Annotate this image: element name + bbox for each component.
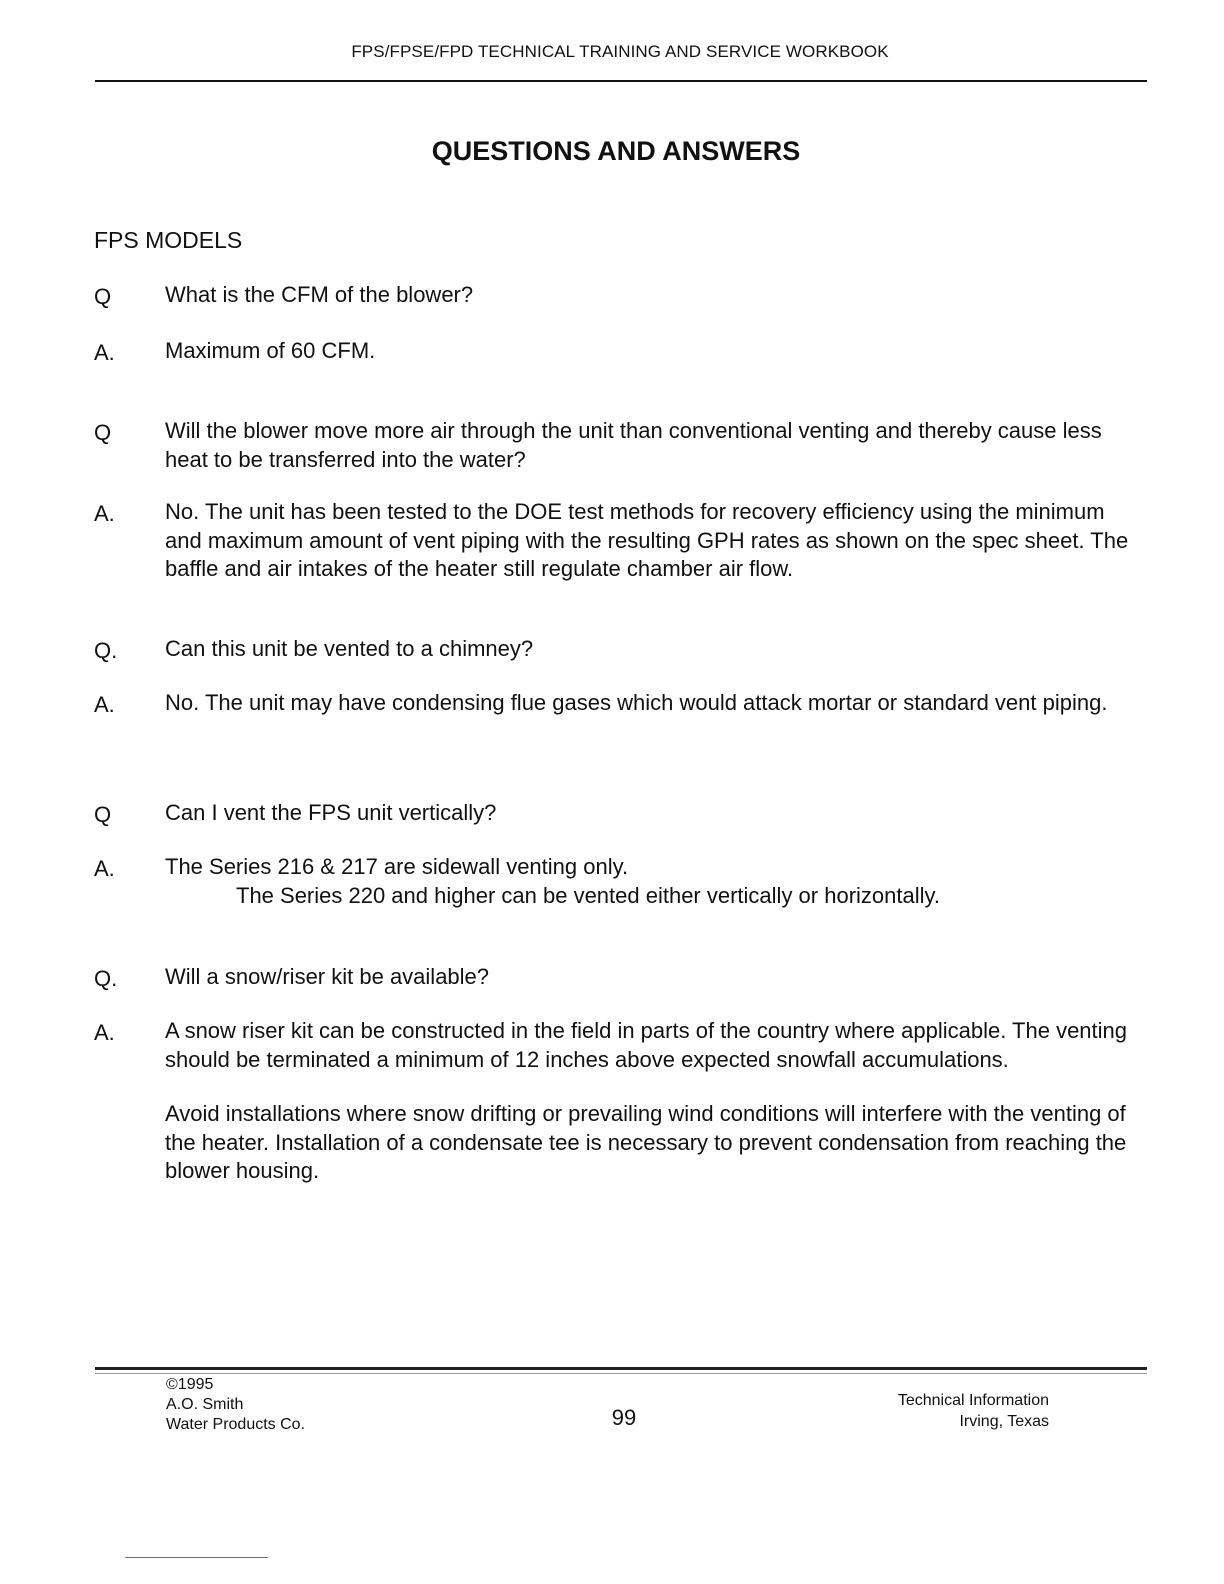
footer-location: Irving, Texas (959, 1413, 1049, 1430)
page-number: 99 (611, 1405, 637, 1430)
answer-text-paragraph-2: Avoid installations where snow drifting or prevailing wind conditions will interfere with the venting of the heater. Installation of a condensate tee is necessary to prevent condensation from reaching the blower housing. (165, 1101, 1127, 1183)
answer-2 (94, 498, 1144, 584)
running-header: FPS/FPSE/FPD TECHNICAL TRAINING AND SERVICE WORKBOOK (351, 42, 889, 61)
footer-rule-secondary (95, 1373, 1147, 1374)
answer-text: Maximum of 60 CFM. (165, 338, 376, 363)
question-1 (94, 281, 1144, 310)
page-title: QUESTIONS AND ANSWERS (431, 136, 801, 166)
question-2 (94, 417, 1144, 474)
question-text: Will a snow/riser kit be available? (165, 964, 490, 989)
footer-copyright: ©1995 (166, 1376, 214, 1393)
section-heading: FPS MODELS (94, 227, 243, 253)
footer-category: Technical Information (897, 1392, 1049, 1409)
answer-text-indented: The Series 220 and higher can be vented either vertically or horizontally. (236, 882, 940, 908)
question-marker: Q (94, 284, 112, 309)
answer-text: No. The unit may have condensing flue gases which would attack mortar or standard vent piping. (165, 690, 1108, 715)
answer-marker: A. (94, 692, 115, 717)
answer-1 (94, 337, 1144, 366)
header-rule (95, 80, 1147, 82)
footer-info (898, 1390, 1049, 1432)
question-marker: Q (94, 420, 112, 445)
answer-marker: A. (94, 340, 115, 365)
footer-rule (95, 1367, 1147, 1370)
question-marker: Q. (94, 638, 118, 663)
scan-artifact-line (125, 1557, 268, 1558)
answer-text: A snow riser kit can be constructed in the field in parts of the country where applicable. The venting should be terminated a minimum of 12 inches above expected snowfall accumulations. (165, 1018, 1128, 1072)
footer-company-division: Water Products Co. (166, 1416, 306, 1433)
answer-5 (94, 1017, 1144, 1186)
answer-marker: A. (94, 1020, 115, 1045)
question-text: Can I vent the FPS unit vertically? (165, 800, 497, 825)
question-text: Can this unit be vented to a chimney? (165, 636, 534, 661)
footer-publisher (166, 1375, 305, 1435)
answer-text: No. The unit has been tested to the DOE test methods for recovery efficiency using the minimum and maximum amount of vent piping with the resulting GPH rates as shown on the spec sheet. The baffle and air intakes of the heater still regulate chamber air flow. (165, 499, 1129, 581)
answer-4 (94, 853, 1144, 910)
question-5 (94, 963, 1144, 992)
question-text: Will the blower move more air through the unit than conventional venting and thereby cause less heat to be transferred into the water? (165, 418, 1102, 472)
question-3 (94, 635, 1144, 664)
question-text: What is the CFM of the blower? (165, 282, 474, 307)
answer-marker: A. (94, 501, 115, 526)
answer-text: The Series 216 & 217 are sidewall venting only. (165, 854, 629, 879)
question-4 (94, 799, 1144, 828)
answer-3 (94, 689, 1144, 718)
footer-company: A.O. Smith (166, 1396, 244, 1413)
question-marker: Q. (94, 966, 118, 991)
question-marker: Q (94, 802, 112, 827)
answer-marker: A. (94, 856, 115, 881)
